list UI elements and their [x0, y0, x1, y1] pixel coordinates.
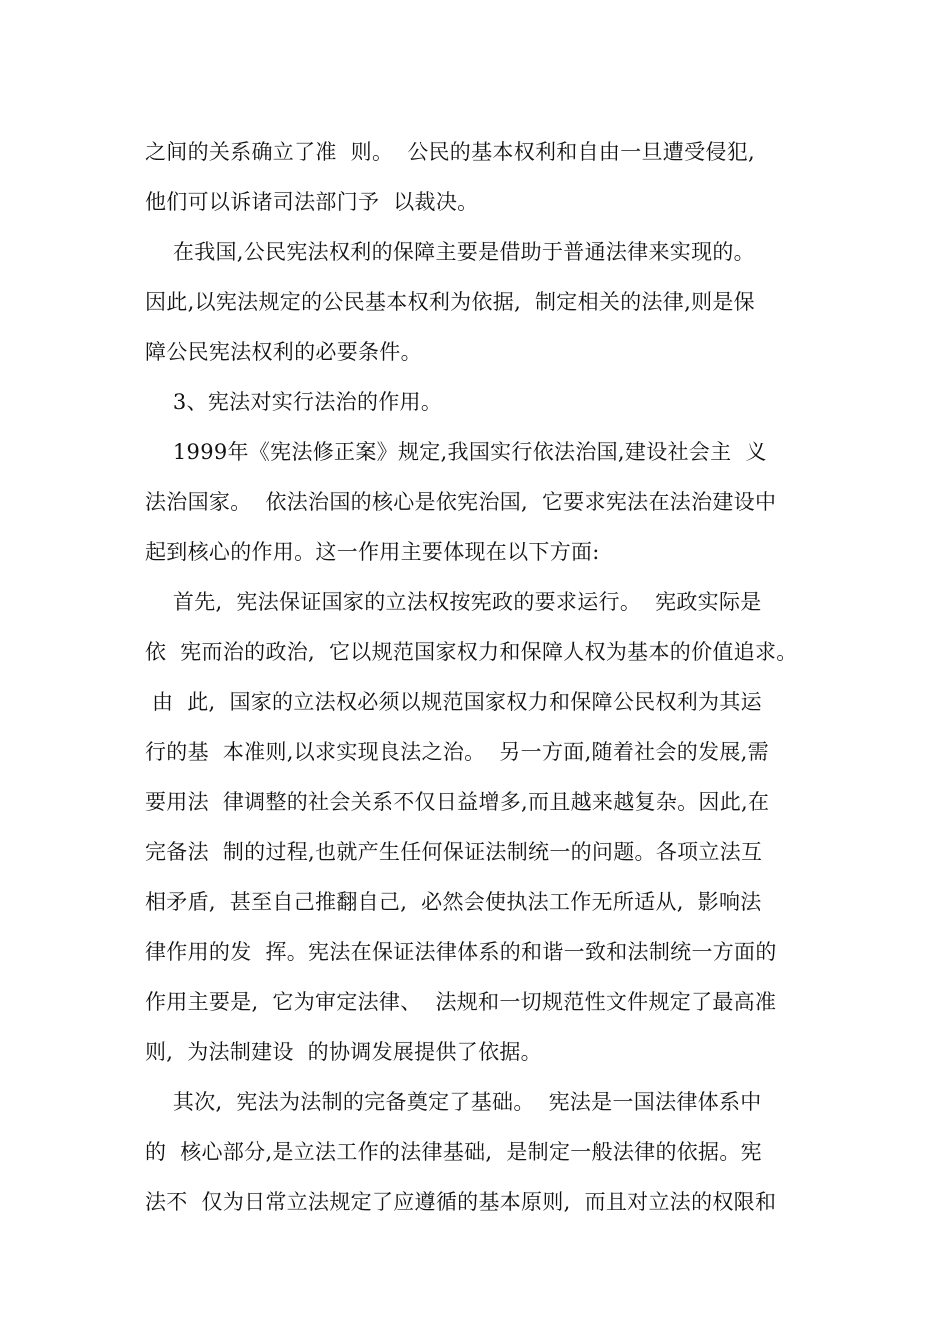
text-line: 他们可以诉诸司法部门予 以裁决。 — [145, 190, 479, 214]
text-line: 作用主要是, 它为审定法律、 法规和一切规范性文件规定了最高准 — [145, 990, 777, 1014]
text-line: 依 宪而治的政治, 它以规范国家权力和保障人权为基本的价值追求。 — [145, 640, 798, 664]
text-line: 法治国家。 依法治国的核心是依宪治国, 它要求宪法在法治建设中 — [145, 490, 777, 514]
text-line: 法不 仅为日常立法规定了应遵循的基本原则, 而且对立法的权限和 — [145, 1190, 777, 1214]
text-line: 因此,以宪法规定的公民基本权利为依据, 制定相关的法律,则是保 — [145, 290, 755, 314]
text-line: 首先, 宪法保证国家的立法权按宪政的要求运行。 宪政实际是 — [145, 590, 762, 614]
text-line: 1999年《宪法修正案》规定,我国实行依法治国,建设社会主 义 — [145, 440, 767, 464]
text-line: 要用法 律调整的社会关系不仅日益增多,而且越来越复杂。因此,在 — [145, 790, 770, 814]
text-line: 起到核心的作用。这一作用主要体现在以下方面: — [145, 540, 600, 564]
text-line: 则, 为法制建设 的协调发展提供了依据。 — [145, 1040, 542, 1064]
text-line: 律作用的发 挥。宪法在保证法律体系的和谐一致和法制统一方面的 — [145, 940, 777, 964]
text-line: 障公民宪法权利的必要条件。 — [145, 340, 422, 364]
text-line: 其次, 宪法为法制的完备奠定了基础。 宪法是一国法律体系中 — [145, 1090, 762, 1114]
text-line: 行的基 本准则,以求实现良法之治。 另一方面,随着社会的发展,需 — [145, 740, 769, 764]
text-line: 由 此, 国家的立法权必须以规范国家权力和保障公民权利为其运 — [145, 690, 762, 714]
text-line: 3、宪法对实行法治的作用。 — [145, 390, 443, 414]
text-line: 在我国,公民宪法权利的保障主要是借助于普通法律来实现的。 — [145, 240, 755, 264]
text-line: 相矛盾, 甚至自己推翻自己, 必然会使执法工作无所适从, 影响法 — [145, 890, 762, 914]
text-line: 的 核心部分,是立法工作的法律基础, 是制定一般法律的依据。宪 — [145, 1140, 762, 1164]
text-line: 完备法 制的过程,也就产生任何保证法制统一的问题。各项立法互 — [145, 840, 763, 864]
text-line: 之间的关系确立了准 则。 公民的基本权利和自由一旦遭受侵犯, — [145, 140, 755, 164]
